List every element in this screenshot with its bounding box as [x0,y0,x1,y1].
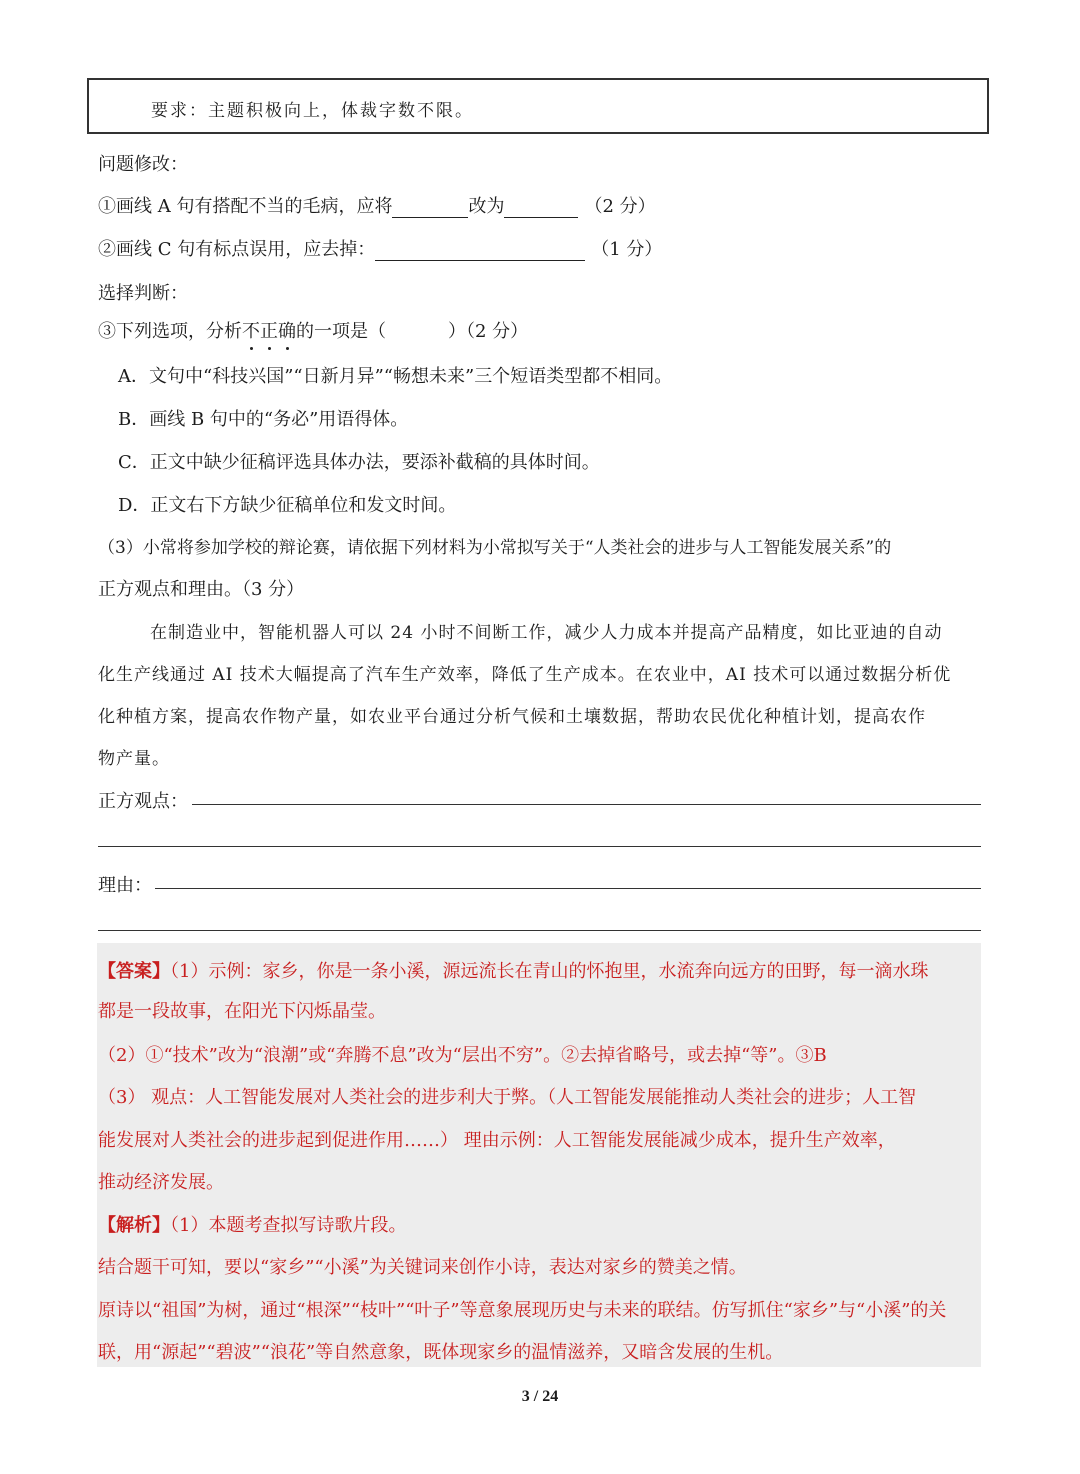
question-1-score: （2 分） [584,196,656,217]
answer-1-line-2: 都是一段故事，在阳光下闪烁晶莹。 [98,1001,386,1022]
material-line-1: 在制造业中，智能机器人可以 24 小时不间断工作，减少人力成本并提高产品精度，如比亚迪的自动 [150,623,943,643]
page-number: 3 / 24 [521,1388,559,1405]
question-3-prompt-line2: 正方观点和理由。（3 分） [98,579,305,600]
reason-label: 理由： [98,875,152,896]
revise-heading: 问题修改： [98,154,188,175]
analysis-line-3: 原诗以“祖国”为树，通过“根深”“枝叶”“叶子”等意象展现历史与未来的联结。仿写抓住“家乡”与“小溪”的关 [98,1300,947,1321]
option-a: A．文句中“科技兴国”“日新月异”“畅想未来”三个短语类型都不相同。 [118,366,673,387]
question-1-text: ①画线 A 句有搭配不当的毛病，应将 [98,196,393,217]
answer-blank-1b[interactable] [504,197,578,218]
analysis-1-text: （1）本题考查拟写诗歌片段。 [170,1215,407,1236]
answer-3-line-1: （3） 观点：人工智能发展对人类社会的进步利大于弊。（人工智能发展能推动人类社会的进步；人工智 [98,1087,917,1108]
emphasis-char-1: 不 [242,321,260,342]
option-d: D．正文右下方缺少征稿单位和发文时间。 [118,495,457,516]
analysis-tag: 【解析】 [98,1215,170,1236]
material-line-3: 化种植方案，提高农作物产量，如农业平台通过分析气候和土壤数据，帮助农民优化种植计划，提高农作 [98,707,926,727]
question-2 [98,235,662,261]
answer-tag: 【答案】 [98,961,170,982]
material-line-4: 物产量。 [98,749,170,769]
answer-blank-2[interactable] [375,240,585,261]
requirement-box [87,78,989,134]
option-b: B．画线 B 句中的“务必”用语得体。 [118,409,409,430]
viewpoint-answer-line-2[interactable] [98,846,981,847]
reason-answer-line[interactable] [155,888,981,889]
material-line-2: 化生产线通过 AI 技术大幅提高了汽车生产效率，降低了生产成本。在农业中，AI 技术可以通过数据分析优 [98,665,952,685]
viewpoint-label: 正方观点： [98,791,188,812]
emphasis-char-3: 确 [278,321,296,342]
question-3-pre: ③下列选项，分析 [98,321,242,342]
question-2-score: （1 分） [591,239,663,260]
question-3-post: 的一项是（ [296,321,386,342]
emphasis-char-2: 正 [260,321,278,342]
question-2-text: ②画线 C 句有标点误用，应去掉： [98,239,376,260]
answer-3-line-2: 能发展对人类社会的进步起到促进作用……） 理由示例：人工智能发展能减少成本，提升生产效率， [98,1130,896,1151]
question-3-prompt-line1: （3）小常将参加学校的辩论赛，请依据下列材料为小常拟写关于“人类社会的进步与人工智能发展关系”的 [98,538,892,558]
analysis-line-1 [98,1211,406,1237]
question-1-mid: 改为 [468,196,505,217]
answer-2: （2）①“技术”改为“浪潮”或“奔腾不息”改为“层出不穷”。②去掉省略号，或去掉“等”。③B [98,1045,827,1066]
requirement-text: 要求：主题积极向上，体裁字数不限。 [151,101,474,121]
choice-heading: 选择判断： [98,283,188,304]
answer-3-line-3: 推动经济发展。 [98,1172,224,1193]
answer-blank-1a[interactable] [392,197,468,218]
question-1 [98,192,656,218]
answer-line-1 [98,957,928,983]
viewpoint-answer-line[interactable] [192,804,981,805]
question-3 [98,317,528,343]
reason-answer-line-2[interactable] [98,930,981,931]
analysis-line-4: 联，用“源起”“碧波”“浪花”等自然意象，既体现家乡的温情滋养，又暗含发展的生机。 [98,1342,784,1363]
question-3-close: ）（2 分） [448,321,529,342]
analysis-line-2: 结合题干可知，要以“家乡”“小溪”为关键词来创作小诗，表达对家乡的赞美之情。 [98,1257,747,1278]
answer-1-text: （1）示例：家乡，你是一条小溪，源远流长在青山的怀抱里，水流奔向远方的田野，每一滴水珠 [170,961,929,982]
option-c: C．正文中缺少征稿评选具体办法，要添补截稿的具体时间。 [118,452,600,473]
